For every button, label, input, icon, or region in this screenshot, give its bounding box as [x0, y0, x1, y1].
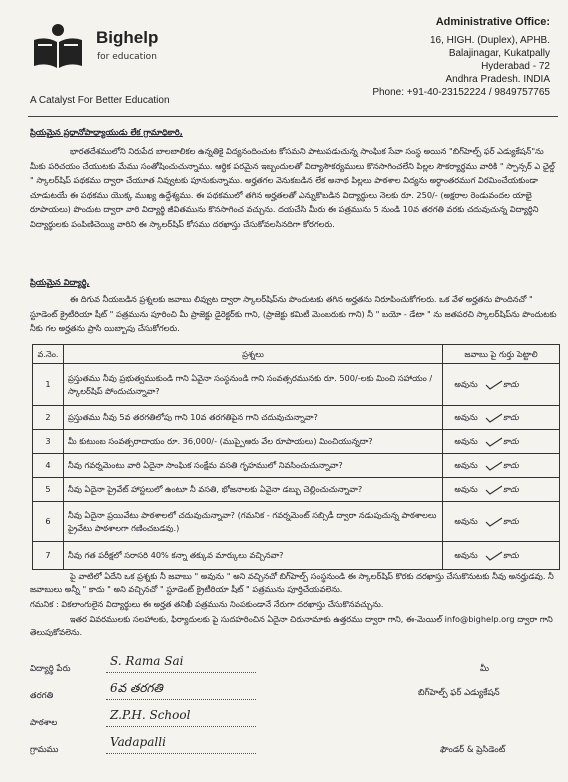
answer-yes[interactable]: అవును	[454, 412, 478, 422]
table-row	[33, 430, 560, 454]
question-text: మీ కుటుంబ సంవత్సరాదాయం రూ. 36,000/- (ముప్పైఆరు వేల రూపాయలు) మించియున్నదా?	[64, 430, 443, 454]
tick-mark-icon	[485, 517, 503, 527]
answer-yes[interactable]: అవును	[454, 460, 478, 470]
column-header-questions: ప్రశ్నలు	[64, 345, 443, 364]
question-text: ప్రస్తుతము నీవు 5వ తరగతిలోపు గాని 10వ తరగతిపైన గాని చదువుచున్నావా?	[64, 406, 443, 430]
answer-cell	[443, 502, 560, 542]
field-value-village[interactable]: Vadapalli	[110, 735, 166, 749]
answer-cell	[443, 542, 560, 570]
answer-yes[interactable]: అవును	[454, 484, 478, 494]
question-text: నీవు ఏదైనా ప్రైవేట్ హాస్టలులో ఉంటూ నీ వసతి, భోజనాలకు ఏవైనా డబ్బు చెల్లించుచున్నావా?	[64, 478, 443, 502]
field-underline	[106, 726, 256, 727]
answer-cell	[443, 454, 560, 478]
question-text: నీవు గవర్నమెంటు వారి ఏదైనా సాంఘిక సంక్షేమ వసతి గృహములో నివసించుచున్నావా?	[64, 454, 443, 478]
header-divider	[28, 116, 558, 117]
office-title: Administrative Office:	[435, 16, 550, 28]
answer-no[interactable]: కాదు	[503, 516, 519, 526]
student-paragraph: ఈ దిగువ నీయబడిన ప్రశ్నలకు జవాబు లివ్వుట ద్వారా స్కాలర్‌షిప్‌ను పొందుటకు తగిన అర్హతను నిరూపించుకోగలరు. ఒక వేళ అర్హతను పొందినచో " స్టూడెంట్ క్రైటీరియా షీట్ " పత్రమును పూరించి మీ ప్రాజెక్టు డైరెక్టర్‌కు గాని, (ప్రాజెక్టు కమిటీ మెంబరుకు గాని) నీ " బయో - డేటా " ను జతపరచి స్కాలర్‌షిప్‌ను పొందుటకు నీకు గల అర్హతను ప్రాసి యిబ్బాపు చేసుకోగలరు.	[30, 294, 557, 333]
answer-yes[interactable]: అవును	[454, 550, 478, 560]
row-number: 5	[33, 478, 64, 502]
salutation-headmaster: ప్రియమైన ప్రధానోపాధ్యాయుడు లేక గ్రామాధికారి,	[30, 127, 183, 137]
office-line: 16, HIGH. (Duplex), APHB.	[429, 35, 550, 46]
field-value-name[interactable]: S. Rama Sai	[110, 654, 184, 668]
office-phone: Phone: +91-40-23152224 / 9849757765	[372, 87, 550, 98]
table-row	[33, 364, 560, 406]
table-header-row	[33, 345, 560, 364]
question-text: ప్రస్తుతము నీవు ప్రభుత్వముకుండి గాని ఏవైనా సంస్థనుండి గాని సంవత్సరమునకు రూ. 500/-లకు మించి సహాయం / స్కాలర్‌షిప్ పోందుచున్నావా?	[64, 364, 443, 406]
answer-cell	[443, 364, 560, 406]
signature-line-1: మీ	[480, 664, 489, 674]
answer-no[interactable]: కాదు	[503, 460, 519, 470]
office-line: Hyderabad - 72	[481, 61, 550, 72]
answer-yes[interactable]: అవును	[454, 379, 478, 389]
table-row	[33, 454, 560, 478]
field-value-class[interactable]: 6వ తరగతి	[110, 681, 163, 695]
column-header-answer: జవాబు పై గుర్తు పెట్టాలి	[443, 345, 560, 364]
answer-cell	[443, 406, 560, 430]
table-row	[33, 502, 560, 542]
row-number: 4	[33, 454, 64, 478]
contact-paragraph: ఇతర వివరములకు సలహాలకు, ఫిర్యాదులకు పై సుదహరించిన ఏదైనా చిరునామాకు ఉత్తరము ద్వారా గాని, ఈ-మెయిల్ info@bighelp.org ద్వారా గాని తెలుపుకోవలెను.	[30, 614, 553, 637]
eligibility-table	[32, 344, 560, 570]
field-label-school: పాఠశాల	[30, 718, 58, 728]
brand-subtitle: for education	[97, 52, 157, 62]
office-address	[372, 16, 550, 99]
answer-yes[interactable]: అవును	[454, 436, 478, 446]
row-number: 6	[33, 502, 64, 542]
answer-cell	[443, 478, 560, 502]
brand-name: Bighelp	[96, 28, 159, 47]
intro-paragraph: భారతదేశములోని నిరుపేద బాలబాలికల ఉన్నతికై విద్యనందించుట కోసమని పాటుపడుచున్న సాంఘిక సేవా సంస్థ అయిన "బిగ్‌హెల్ప్ ఫర్ ఎడ్యుకేషన్"ను మీకు పరిచయం చేయుటకు మేము సంతోషించుచున్నాము. ఆర్థిక పరమైన ఇబ్బందులతో విద్యాసౌకర్యములు కొనసాగించలేని పిల్లల సౌకర్యార్థము వారికి " స్పాన్సర్ ఎ ఛైల్డ్ " స్కాలర్‌షిప్ పథకము ద్వారా చేయూత నివ్వుటకు పూనుకున్నాము. అర్హతగల వెనుకబడిన లేక అనాథ పిల్లలు పాఠశాల విద్యను అర్ధాంతరముగ విరమించేయకుండా చూడుటయే ఈ పథకము యొక్క ముఖ్య ఉద్దేశ్యము. ఈ పథకములో తగిన అర్హతలతో ఎన్నుకొబడిన విద్యార్థులు నెలకు రూ. 250/- (అక్షరాల రెండువందల యాభై రూపాయలు) పొందుట ద్వారా వారి విద్యార్థి జీవితమును కొనసాగించ వచ్చును. దయచేసి మీరు ఈ పత్రమును 5 నుండి 10వ తరగతి వరకు చదువుచున్న విద్యార్థిని విద్యార్థులకు పంపిణిచెయ్యి వారిని ఈ స్కాలర్‌షిప్ కోసము దరఖాస్తు చేసుకోవలసినదిగా కోరగలరు.	[30, 146, 555, 229]
salutation-student: ప్రియమైన విద్యార్థి,	[30, 277, 90, 287]
answer-no[interactable]: కాదు	[503, 379, 519, 389]
field-underline	[106, 753, 256, 754]
tick-mark-icon	[485, 437, 503, 447]
tick-mark-icon	[485, 485, 503, 495]
office-line: Andhra Pradesh. INDIA	[445, 74, 550, 85]
table-row	[33, 542, 560, 570]
note-paragraph: గమనిక : వికలాంగులైన విద్యార్థులు ఈ అర్హత తనిఖీ పత్రమును నింపకుండానే నేరుగా దరఖాస్తు చేసుకొనవచ్చును.	[30, 599, 384, 609]
field-label-class: తరగతి	[30, 691, 54, 701]
instructions-paragraph: పై వాటిలో ఏదేని ఒక ప్రశ్నకు నీ జవాబు " అవును " అని వచ్చినచో బిగ్‌హెల్ప్ సంస్థనుండి ఈ స్కాలర్‌షిప్ కొరకు దరఖాస్తు చేసుకొనుటకు నీవు అనర్హుడవు. నీ జవాబులు అన్నీ " కాదు " అని వచ్చినచో " స్టూడెంట్ క్రైటీరియా షీట్ " పత్రమును పూర్తిచేయవలెను.	[30, 571, 554, 594]
answer-no[interactable]: కాదు	[503, 550, 519, 560]
signature-title: ఫౌండర్ & ప్రెసిడెంట్	[440, 745, 506, 755]
signature-organisation: బిగ్‌హెల్ప్ ఫర్ ఎడ్యుకేషన్	[418, 688, 500, 698]
field-value-school[interactable]: Z.P.H. School	[110, 708, 191, 722]
tick-mark-icon	[485, 380, 503, 390]
answer-no[interactable]: కాదు	[503, 412, 519, 422]
bighelp-logo	[30, 22, 86, 72]
answer-cell	[443, 430, 560, 454]
answer-no[interactable]: కాదు	[503, 484, 519, 494]
field-label-village: గ్రామము	[30, 745, 59, 755]
office-line: Balajinagar, Kukatpally	[448, 48, 550, 59]
question-text: నీవు గత పరీక్షలో సరాసరి 40% కన్నా తక్కువ మార్కులు వచ్చినవా?	[64, 542, 443, 570]
row-number: 2	[33, 406, 64, 430]
row-number: 7	[33, 542, 64, 570]
tagline: A Catalyst For Better Education	[30, 95, 170, 106]
table-row	[33, 478, 560, 502]
field-underline	[106, 699, 256, 700]
row-number: 3	[33, 430, 64, 454]
answer-yes[interactable]: అవును	[454, 516, 478, 526]
tick-mark-icon	[485, 551, 503, 561]
row-number: 1	[33, 364, 64, 406]
question-text: నీవు ఏదైనా ప్రయివేటు పాఠశాలలో చదువుచున్నావా? (గమనిక - గవర్నమెంట్ సబ్సిడీ ద్వారా నడుపుచున్న పాఠశాలలు ప్రైవేటు పాఠశాలగా గణించబడవు.)	[64, 502, 443, 542]
field-label-name: విద్యార్థి పేరు	[30, 664, 71, 674]
answer-no[interactable]: కాదు	[503, 436, 519, 446]
tick-mark-icon	[485, 461, 503, 471]
column-header-number: వ.నెం.	[33, 345, 64, 364]
table-row	[33, 406, 560, 430]
tick-mark-icon	[485, 413, 503, 423]
field-underline	[106, 672, 256, 673]
